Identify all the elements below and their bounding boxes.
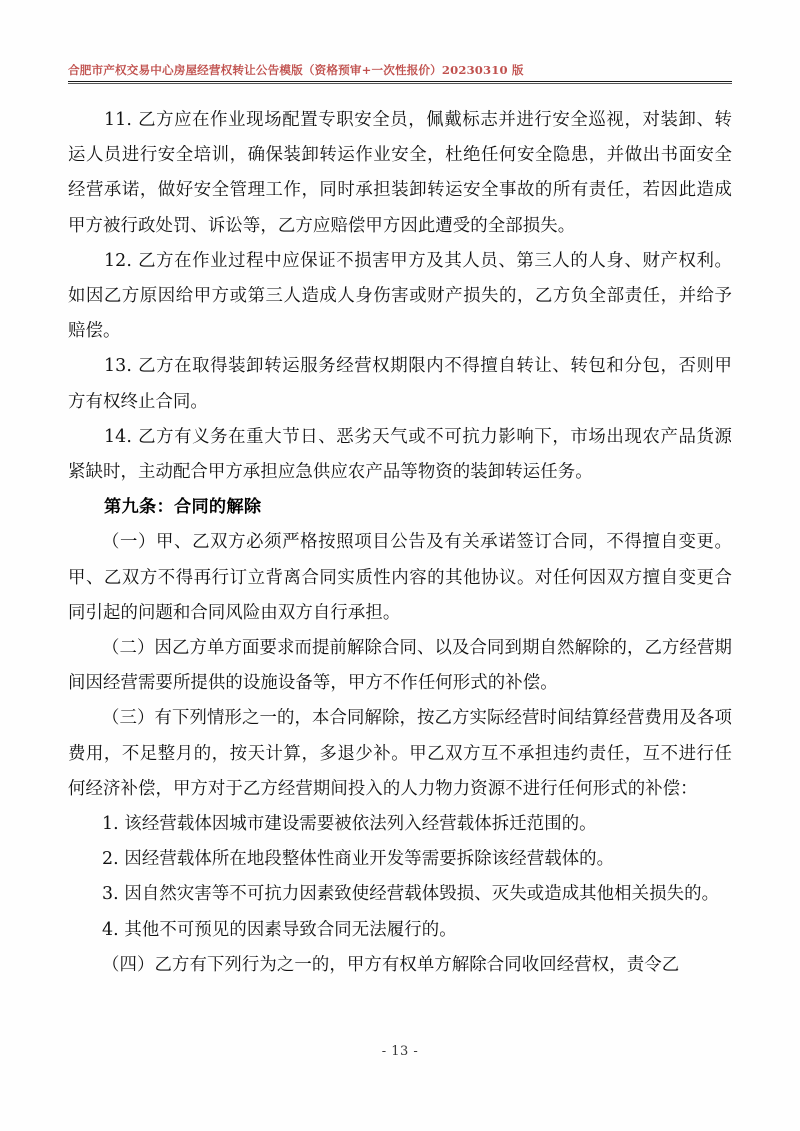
paragraph-clause-1: （一）甲、乙双方必须严格按照项目公告及有关承诺签订合同，不得擅自变更。甲、乙双方不得再行订立背离合同实质性内容的其他协议。对任何因双方擅自变更合同引起的问题和合同风险由双方自行承担。 bbox=[68, 532, 732, 623]
paragraph-sub-item-4: 4. 其他不可预见的因素导致合同无法履行的。 bbox=[102, 919, 457, 940]
paragraph-item-13: 13. 乙方在取得装卸转运服务经营权期限内不得擅自转让、转包和分包，否则甲方有权终止合同。 bbox=[68, 356, 732, 412]
paragraph-item-11: 11. 乙方应在作业现场配置专职安全员，佩戴标志并进行安全巡视，对装卸、转运人员进行安全培训，确保装卸转运作业安全，杜绝任何安全隐患，并做出书面安全经营承诺，做好安全管理工作，同时承担装卸转运安全事故的所有责任，若因此造成甲方被行政处罚、诉讼等，乙方应赔偿甲方因此遭受的全部损失。 bbox=[68, 110, 732, 236]
paragraph-sub-item-1: 1. 该经营载体因城市建设需要被依法列入经营载体拆迁范围的。 bbox=[102, 814, 597, 835]
paragraph-clause-3: （三）有下列情形之一的，本合同解除，按乙方实际经营时间结算经营费用及各项费用，不足整月的，按天计算，多退少补。甲乙双方互不承担违约责任，互不进行任何经济补偿，甲方对于乙方经营期间投入的人力物力资源不进行任何形式的补偿： bbox=[68, 708, 732, 799]
paragraph-sub-item-2: 2. 因经营载体所在地段整体性商业开发等需要拆除该经营载体的。 bbox=[102, 849, 615, 870]
paragraph-item-14: 14. 乙方有义务在重大节日、恶劣天气或不可抗力影响下，市场出现农产品货源紧缺时，主动配合甲方承担应急供应农产品等物资的装卸转运任务。 bbox=[68, 426, 732, 483]
header-title: 合肥市产权交易中心房屋经营权转让公告模版（资格预审+一次性报价）20230310 版 bbox=[68, 63, 524, 77]
paragraph-clause-2: （二）因乙方单方面要求而提前解除合同、以及合同到期自然解除的，乙方经营期间因经营需要所提供的设施设备等，甲方不作任何形式的补偿。 bbox=[68, 638, 732, 694]
paragraph-item-12: 12. 乙方在作业过程中应保证不损害甲方及其人员、第三人的人身、财产权利。如因乙方原因给甲方或第三人造成人身伤害或财产损失的，乙方负全部责任，并给予赔偿。 bbox=[68, 250, 732, 342]
paragraph-clause-4: （四）乙方有下列行为之一的，甲方有权单方解除合同收回经营权，责令乙 bbox=[102, 954, 680, 975]
section-heading-article-9: 第九条：合同的解除 bbox=[104, 497, 262, 518]
document-body bbox=[68, 103, 732, 983]
document-header bbox=[68, 62, 732, 84]
header-rule bbox=[68, 81, 732, 84]
page-number: - 13 - bbox=[381, 1044, 419, 1059]
document-footer bbox=[0, 1040, 800, 1059]
paragraph-sub-item-3: 3. 因自然灾害等不可抗力因素致使经营载体毁损、灭失或造成其他相关损失的。 bbox=[102, 884, 720, 905]
